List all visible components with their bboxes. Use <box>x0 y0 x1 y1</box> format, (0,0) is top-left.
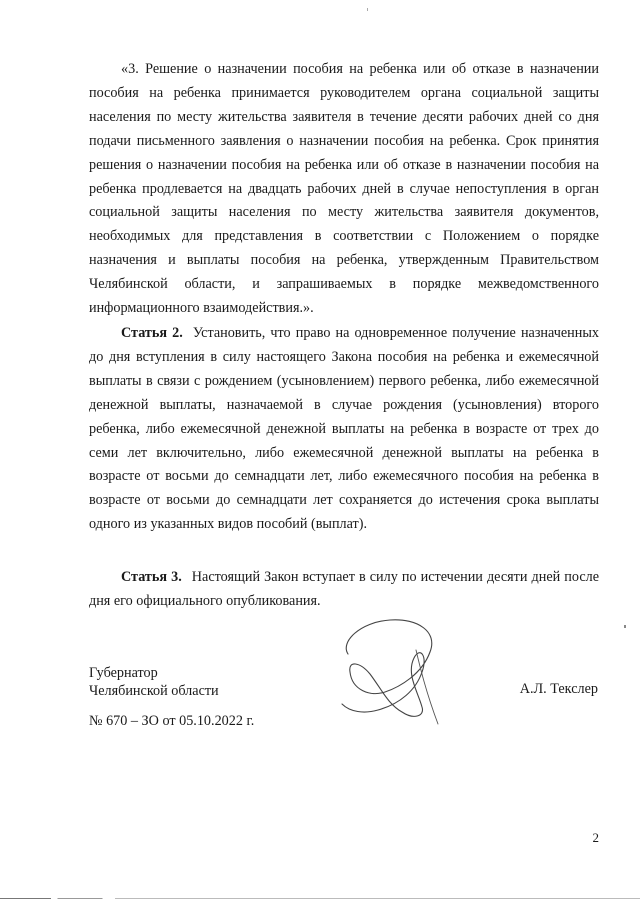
signatory-title-line-1: Губернатор <box>89 665 158 681</box>
paragraph-amendment: «3. Решение о назначении пособия на ребенка или об отказе в назначении пособия на ребенка принимается руководителем органа социальной защиты населения по месту жительства заявителя в течение десяти рабочих дней со дня подачи письменного заявления о назначении пособия на ребенка. Срок принятия решения о назначении пособия на ребенка или об отказе в назначении пособия на ребенка продлевается на двадцать рабочих дней в случае непоступления в орган социальной защиты населения по месту жительства заявителя документов, необходимых для представления в соответствии с Положением о порядке назначения и выплаты пособия на ребенка, утвержденным Правительством Челябинской области, и запрашиваемых в порядке межведомственного информационного взаимодействия.». <box>89 61 599 317</box>
article-3 <box>89 566 599 614</box>
scan-artifact <box>367 8 368 11</box>
article-2-label: Статья 2. <box>121 325 183 341</box>
handwritten-signature <box>330 612 450 727</box>
page-number: 2 <box>592 830 599 845</box>
article-2 <box>89 322 599 537</box>
signatory-title-line-2: Челябинской области <box>89 683 219 699</box>
law-number: № 670 – ЗО от 05.10.2022 г. <box>89 713 255 729</box>
article-2-text: Установить, что право на одновременное получение назначенных до дня вступления в силу настоящего Закона пособия на ребенка и ежемесячной выплаты в связи с рождением (усыновлением) первого ребенка, либо ежемесячной денежной выплаты, назначаемой в случае рождения (усыновления) второго ребенка, либо ежемесячной денежной выплаты на ребенка в возрасте от трех до семи лет включительно, либо ежемесячной денежной выплаты на ребенка в возрасте от восьми до семнадцати лет, либо ежемесячного пособия на ребенка в возрасте от восьми до семнадцати лет сохраняется до истечения срока выплаты одного из указанных видов пособий (выплат). <box>89 325 599 533</box>
signatory-title <box>89 664 219 700</box>
article-3-text: Настоящий Закон вступает в силу по истечении десяти дней после дня его официального опубликования. <box>89 569 600 609</box>
signatory-name: А.Л. Текслер <box>519 681 598 697</box>
article-3-label: Статья 3. <box>121 569 182 585</box>
scan-artifact <box>624 625 626 628</box>
page-edge-rule <box>0 898 640 899</box>
